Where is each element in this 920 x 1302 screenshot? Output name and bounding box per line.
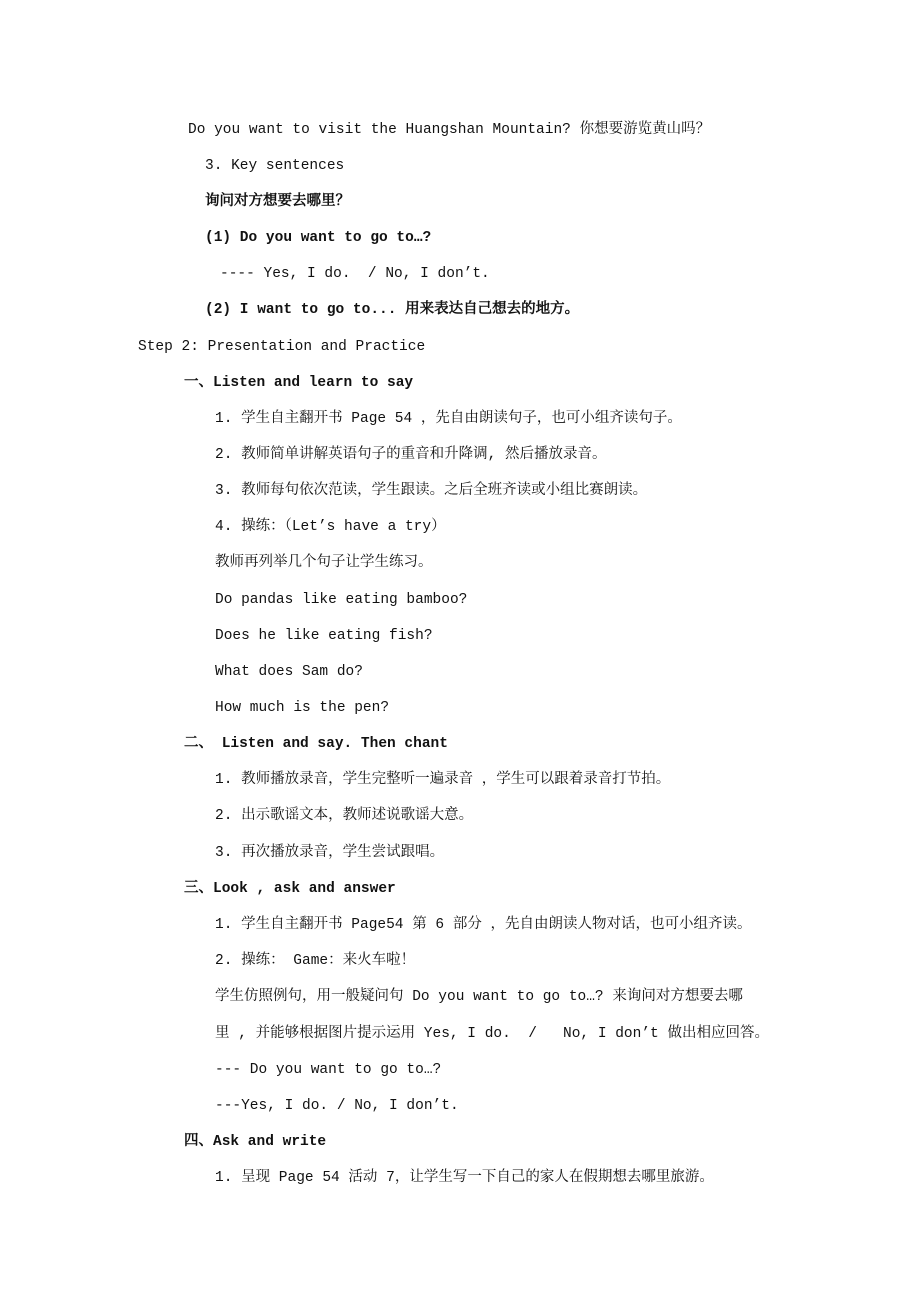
key-sentence-1: (1) Do you want to go to…? (205, 230, 432, 246)
ask-where-heading: 询问对方想要去哪里？ (205, 194, 350, 210)
section-4-item-1: 1. 呈现 Page 54 活动 7，让学生写一下自己的家人在假期想去哪里旅游。 (215, 1170, 714, 1186)
section-2-heading: 二、 Listen and say. Then chant (184, 736, 448, 752)
example-sentence-huangshan: Do you want to visit the Huangshan Mountain? 你想要游览黄山吗？ (188, 122, 711, 138)
step-2-heading: Step 2: Presentation and Practice (138, 339, 426, 355)
section-3-item-2: 2. 操练： Game：来火车啦！ (215, 953, 416, 969)
key-sentence-2: (2) I want to go to... 用来表达自己想去的地方。 (205, 302, 580, 318)
section-2-item-1: 1. 教师播放录音，学生完整听一遍录音 ，学生可以跟着录音打节拍。 (215, 772, 671, 788)
section-2-item-3: 3. 再次播放录音，学生尝试跟唱。 (215, 845, 445, 861)
key-sentence-1-answer: ---- Yes, I do. / No, I don’t. (220, 266, 490, 282)
dialogue-answer: ---Yes, I do. / No, I don’t. (215, 1098, 459, 1114)
section-3-heading: 三、Look , ask and answer (184, 881, 396, 897)
section-1-item-4: 4. 操练：（Let’s have a try） (215, 519, 446, 535)
section-3-instruction-line-2: 里 , 并能够根据图片提示运用 Yes, I do. / No, I don’t 做出相应回答。 (215, 1026, 769, 1042)
practice-sentence-1: Do pandas like eating bamboo? (215, 592, 468, 608)
section-1-item-1: 1. 学生自主翻开书 Page 54 ，先自由朗读句子，也可小组齐读句子。 (215, 411, 682, 427)
section-1-item-2: 2. 教师简单讲解英语句子的重音和升降调, 然后播放录音。 (215, 447, 607, 463)
practice-intro: 教师再列举几个句子让学生练习。 (215, 555, 433, 571)
practice-sentence-4: How much is the pen? (215, 700, 390, 716)
practice-sentence-3: What does Sam do? (215, 664, 363, 680)
section-1-heading: 一、Listen and learn to say (184, 375, 414, 391)
dialogue-question: --- Do you want to go to…? (215, 1062, 442, 1078)
section-3-item-1: 1. 学生自主翻开书 Page54 第 6 部分 ，先自由朗读人物对话，也可小组齐读。 (215, 917, 752, 933)
section-3-instruction-line-1: 学生仿照例句，用一般疑问句 Do you want to go to…? 来询问对方想要去哪 (215, 989, 743, 1005)
key-sentences-heading: 3. Key sentences (205, 158, 345, 174)
section-4-heading: 四、Ask and write (184, 1134, 327, 1150)
practice-sentence-2: Does he like eating fish? (215, 628, 433, 644)
section-1-item-3: 3. 教师每句依次范读，学生跟读。之后全班齐读或小组比赛朗读。 (215, 483, 648, 499)
section-2-item-2: 2. 出示歌谣文本，教师述说歌谣大意。 (215, 808, 474, 824)
